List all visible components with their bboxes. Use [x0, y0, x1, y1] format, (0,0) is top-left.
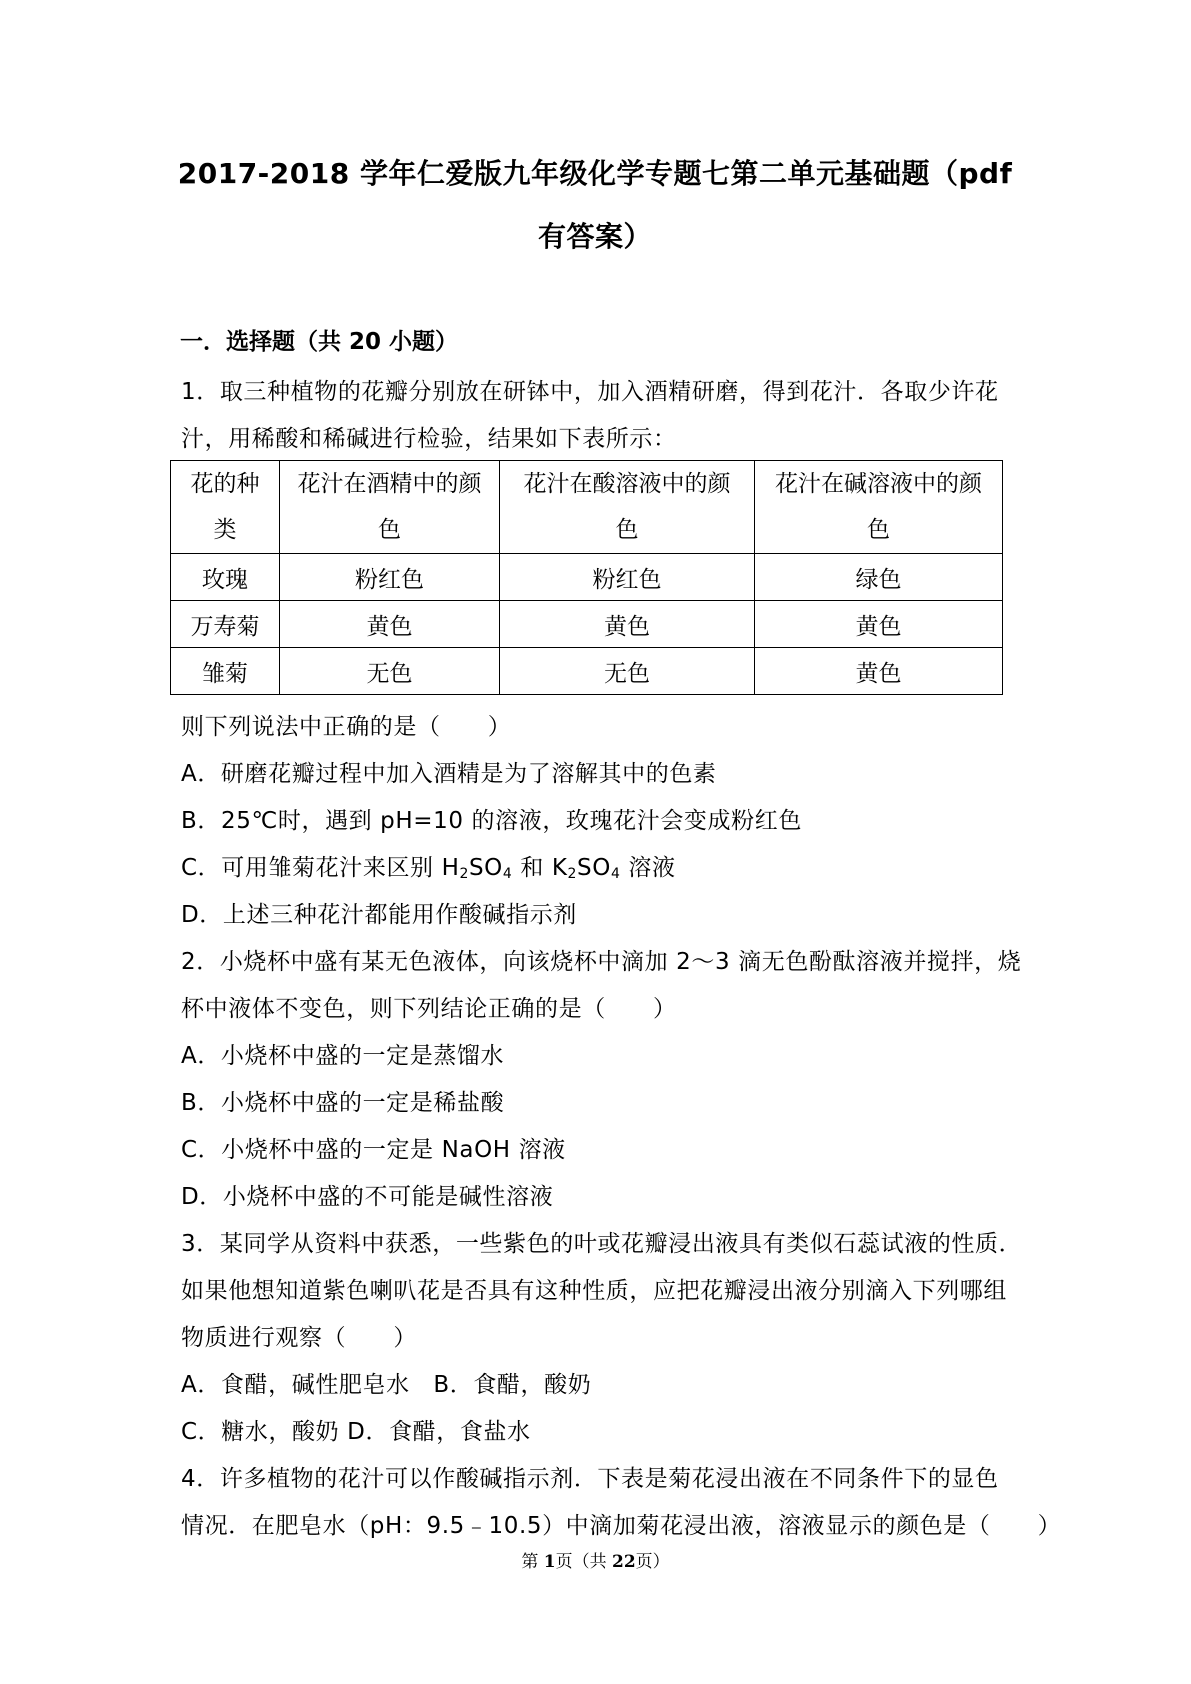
table-cell: 万寿菊 — [171, 601, 280, 648]
q2-option-a: A．小烧杯中盛的一定是蒸馏水 — [181, 1043, 505, 1069]
table-cell: 绿色 — [755, 554, 1003, 601]
table-header-cell: 花汁在碱溶液中的颜 色 — [755, 461, 1003, 554]
q1-option-c: C．可用雏菊花汁来区别 $H_2SO_4$ 和 $K_2SO_4$ 溶液 — [181, 855, 676, 882]
q2-option-d: D．小烧杯中盛的不可能是碱性溶液 — [181, 1184, 554, 1210]
current-page-number: 1 — [543, 1552, 556, 1572]
section-heading: 一．选择题（共 20 小题） — [180, 329, 459, 355]
document-title-line2: 有答案） — [537, 220, 652, 253]
table-header-row — [171, 461, 1003, 554]
table-header-cell: 花汁在酸溶液中的颜 色 — [500, 461, 755, 554]
table-row — [171, 554, 1003, 601]
q3-stem-line3: 物质进行观察（ ） — [181, 1325, 417, 1351]
q2-stem-line2: 杯中液体不变色，则下列结论正确的是（ ） — [181, 996, 677, 1022]
table-cell: 黄色 — [755, 648, 1003, 695]
table-cell: 粉红色 — [500, 554, 755, 601]
document-title-line1: 2017-2018 学年仁爱版九年级化学专题七第二单元基础题（pdf — [177, 157, 1013, 190]
table-row — [171, 648, 1003, 695]
q2-stem-line1: 2．小烧杯中盛有某无色液体，向该烧杯中滴加 2～3 滴无色酚酞溶液并搅拌，烧 — [181, 949, 1022, 975]
q1-option-a: A．研磨花瓣过程中加入酒精是为了溶解其中的色素 — [181, 761, 717, 787]
table-cell: 玫瑰 — [171, 554, 280, 601]
table-cell: 无色 — [280, 648, 500, 695]
table-header-cell: 花汁在酒精中的颜 色 — [280, 461, 500, 554]
q1-stem-line2: 汁，用稀酸和稀碱进行检验，结果如下表所示： — [181, 426, 677, 452]
q2-option-b: B．小烧杯中盛的一定是稀盐酸 — [181, 1090, 505, 1116]
table-cell: 雏菊 — [171, 648, 280, 695]
page-footer: 第 1页（共 22页） — [521, 1552, 670, 1572]
table-cell: 黄色 — [755, 601, 1003, 648]
q1-option-b: B．25℃时，遇到 pH=10 的溶液，玫瑰花汁会变成粉红色 — [181, 808, 802, 834]
table-cell: 黄色 — [280, 601, 500, 648]
table-cell: 黄色 — [500, 601, 755, 648]
table-header-cell: 花的种 类 — [171, 461, 280, 554]
total-pages: 22 — [611, 1552, 636, 1572]
flower-color-table — [170, 460, 1003, 695]
q3-options-ab: A．食醋，碱性肥皂水 B．食醋，酸奶 — [181, 1372, 592, 1398]
q4-stem-line2: 情况．在肥皂水（pH：9.5﹣10.5）中滴加菊花浸出液，溶液显示的颜色是（ ） — [181, 1513, 1062, 1539]
q1-prompt: 则下列说法中正确的是（ ） — [181, 714, 512, 740]
q1-stem-line1: 1．取三种植物的花瓣分别放在研钵中，加入酒精研磨，得到花汁．各取少许花 — [181, 379, 999, 405]
table-row — [171, 601, 1003, 648]
table-cell: 无色 — [500, 648, 755, 695]
q3-options-cd: C．糖水，酸奶 D．食醋，食盐水 — [181, 1419, 531, 1445]
q4-stem-line1: 4．许多植物的花汁可以作酸碱指示剂．下表是菊花浸出液在不同条件下的显色 — [181, 1466, 999, 1492]
table-cell: 粉红色 — [280, 554, 500, 601]
q1-option-d: D．上述三种花汁都能用作酸碱指示剂 — [181, 902, 577, 928]
q3-stem-line2: 如果他想知道紫色喇叭花是否具有这种性质，应把花瓣浸出液分别滴入下列哪组 — [181, 1278, 1007, 1304]
q3-stem-line1: 3．某同学从资料中获悉，一些紫色的叶或花瓣浸出液具有类似石蕊试液的性质． — [181, 1231, 1023, 1257]
q2-option-c: C．小烧杯中盛的一定是 NaOH 溶液 — [181, 1137, 566, 1163]
